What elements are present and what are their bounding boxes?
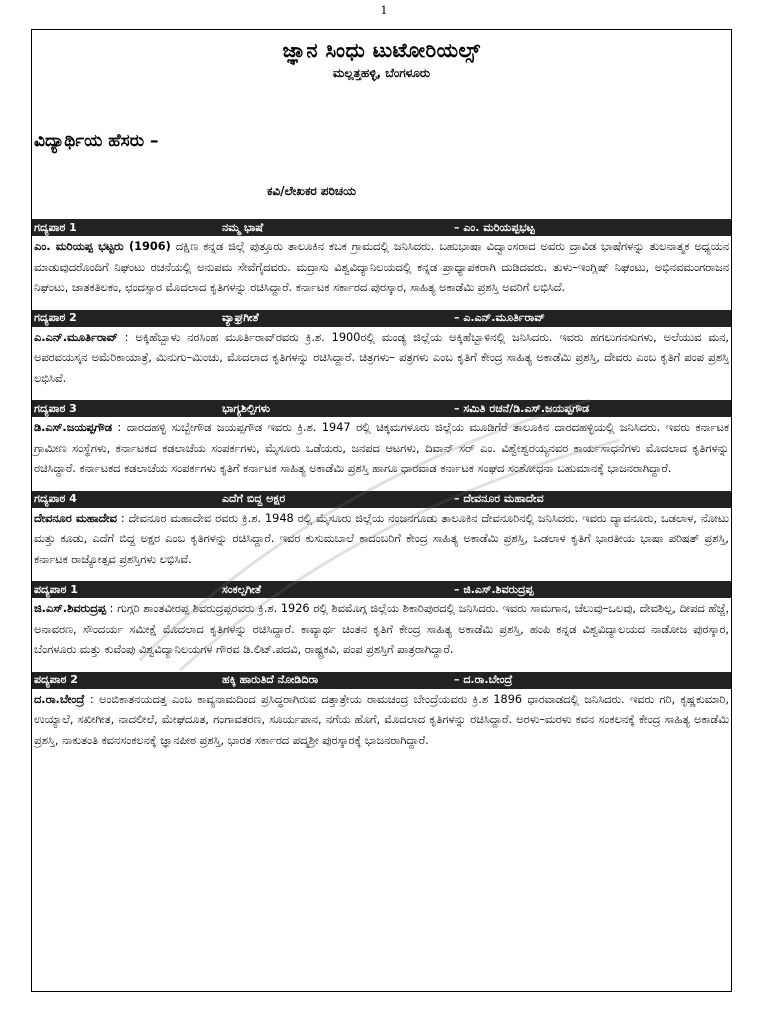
- author-bio: : ಗುಗ್ಗರಿ ಶಾಂತವೀರಪ್ಪ ಶಿವರುದ್ರಪ್ಪರವರು ಕ್ರಿ.ಶ. 1926 ರಲ್ಲಿ ಶಿವಮೊಗ್ಗ ಜಿಲ್ಲೆಯ ಶಿಕಾರಿಪುರದಲ್ಲಿ ಜನಿಸಿದರು. ಇವರು ಸಾಮಗಾನ, ಚೆಲುವು–ಒಲವು, ದೇವಶಿಲ್ಪ, ದೀಪದ ಹೆಜ್ಜೆ, ಅನಾವರಣ, ಸೌಂದರ್ಯ ಸಮೀಕ್ಷೆ ಮೊದಲಾದ ಕೃತಿಗಳನ್ನು ರಚಿಸಿದ್ದಾರೆ. ಕಾವ್ಯಾರ್ಥ ಚಿಂತನ ಕೃತಿಗೆ ಕೇಂದ್ರ ಸಾಹಿತ್ಯ ಅಕಾಡೆಮಿ ಪ್ರಶಸ್ತಿ, ಹಂಪಿ ಕನ್ನಡ ವಿಶ್ವವಿದ್ಯಾಲಯದ ನಾಡೋಜ ಪುರಸ್ಕಾರ, ಬೆಂಗಳೂರು ಮತ್ತು ಕುವೆಂಪು ವಿಶ್ವವಿದ್ಯಾನಿಲಯಗಳ ಗೌರವ ಡಿ.ಲಿಟ್.ಪದವಿ, ರಾಷ್ಟ್ರಕವಿ, ಪಂಪ ಪ್ರಶಸ್ತಿಗೆ ಪಾತ್ರರಾಗಿದ್ದಾರೆ.: [34, 602, 729, 656]
- lesson-body: [32, 237, 731, 299]
- document-header: [32, 30, 731, 81]
- lesson-author: – ಸಮಿತಿ ರಚನೆ/ಡಿ.ಎಸ್.ಜಯಪ್ಪಗೌಡ: [454, 401, 590, 415]
- lesson-block: [32, 219, 731, 299]
- lesson-title: ಸಂಕಲ್ಪಗೀತೆ: [222, 582, 262, 596]
- lesson-title: ಭಾಗ್ಯಶಿಲ್ಪಿಗಳು: [222, 401, 271, 415]
- section-heading: ಕವಿ/ಲೇಖಕರ ಪರಿಚಯ: [267, 184, 356, 198]
- lesson-header-bar: [32, 672, 731, 689]
- lesson-block: [32, 491, 731, 571]
- page-number: 1: [380, 4, 388, 17]
- lesson-block: [32, 310, 731, 390]
- lesson-type: ಪದ್ಯಪಾಠ 1: [34, 582, 78, 596]
- lesson-title: ನಮ್ಮ ಭಾಷೆ: [222, 220, 264, 234]
- lesson-body: [32, 599, 731, 661]
- lesson-author: – ದೇವನೂರ ಮಹಾದೇವ: [454, 492, 544, 505]
- lesson-author: – ದ.ರಾ.ಬೇಂದ್ರೆ: [454, 673, 513, 686]
- document-frame: [31, 29, 732, 992]
- lessons-list: [32, 219, 731, 751]
- author-name: ಎ.ಎನ್.ಮೂರ್ತಿರಾವ್: [34, 330, 118, 344]
- author-name: ಡಿ.ಎಸ್.ಜಯಪ್ಪಗೌಡ: [34, 421, 112, 434]
- author-bio: : ಅಂಬಿಕಾತನಯದತ್ತ ಎಂಬ ಕಾವ್ಯನಾಮದಿಂದ ಪ್ರಸಿದ್ಧರಾಗಿರುವ ದತ್ತಾತ್ರೇಯ ರಾಮಚಂದ್ರ ಬೇಂದ್ರೆಯವರು ಕ್ರಿ.ಶ 1896 ಧಾರವಾಡದಲ್ಲಿ ಜನಿಸಿದರು. ಇವರು ಗರಿ, ಕೃಷ್ಣಕುಮಾರಿ, ಉಯ್ಯಾಲೆ, ಸಖೀಗೀತ, ನಾದಲೀಲೆ, ಮೇಘದೂತ, ಗಂಗಾವತರಣ, ಸೂರ್ಯಪಾನ, ನಗೆಯ ಹೊಗೆ, ಮೊದಲಾದ ಕೃತಿಗಳನ್ನು ರಚಿಸಿದ್ದಾರೆ. ಅರಳು–ಮರಳು ಕವನ ಸಂಕಲನಕ್ಕೆ ಕೇಂದ್ರ ಸಾಹಿತ್ಯ ಅಕಾಡೆಮಿ ಪ್ರಶಸ್ತಿ, ನಾಕುತಂತಿ ಕವನಸಂಕಲನಕ್ಕೆ ಜ್ಞಾನಪೀಠ ಪ್ರಶಸ್ತಿ, ಭಾರತ ಸರ್ಕಾರದ ಪದ್ಮಶ್ರೀ ಪುರಸ್ಕಾರಕ್ಕೆ ಭಾಜನರಾಗಿದ್ದಾರೆ.: [34, 692, 729, 747]
- author-bio: ದಕ್ಷಿಣ ಕನ್ನಡ ಜಿಲ್ಲೆ ಪುತ್ತೂರು ತಾಲೂಕಿನ ಕಬಕ ಗ್ರಾಮದಲ್ಲಿ ಜನಿಸಿದರು. ಬಹುಭಾಷಾ ವಿದ್ವಾಂಸರಾದ ಅವರು ದ್ರಾವಿಡ ಭಾಷೆಗಳನ್ನು ತುಲನಾತ್ಮಕ ಅಧ್ಯಯನ ಮಾಡುವುದರೊಂದಿಗೆ ನಿಘಂಟು ರಚನೆಯಲ್ಲಿ ಅನುಪಮ ಸೇವೆಗೈದವರು. ಮದ್ರಾಸು ವಿಶ್ವವಿದ್ಯಾನಿಲಯದಲ್ಲಿ ಕನ್ನಡ ಪ್ರಾಧ್ಯಾಪಕರಾಗಿ ದುಡಿದವರು. ತುಳು–ಇಂಗ್ಲಿಷ್ ನಿಘಂಟು, ಅಭಿನವಮಂಗರಾಜನ ನಿಘಂಟು, ಜಾತಕತಿಲಕಂ, ಛಂದಸ್ಸಾರ ಮೊದಲಾದ ಕೃತಿಗಳನ್ನು ರಚಿಸಿದ್ದಾರೆ. ಕರ್ನಾಟಕ ಸರ್ಕಾರದ ಪುರಸ್ಕಾರ, ಸಾಹಿತ್ಯ ಅಕಾಡೆಮಿ ಪ್ರಶಸ್ತಿ ಅವರಿಗೆ ಲಭಿಸಿದೆ.: [34, 240, 730, 294]
- lesson-header-bar: [32, 400, 731, 417]
- lesson-author: – ಎ.ಎನ್.ಮೂರ್ತಿರಾವ್: [454, 311, 545, 324]
- lesson-author: – ಜಿ.ಎಸ್.ಶಿವರುದ್ರಪ್ಪ: [454, 582, 534, 596]
- author-bio: : ಅಕ್ಕಿಹೆಬ್ಬಾಳು ನರಸಿಂಹ ಮೂರ್ತಿರಾವ್‌ರವರು ಕ್ರಿ.ಶ. 1900ರಲ್ಲಿ ಮಂಡ್ಯ ಜಿಲ್ಲೆಯ ಅಕ್ಕಿಹೆಬ್ಬಾಳಿನಲ್ಲಿ ಜನಿಸಿದರು. ಇವರು ಹಗಲುಗನಸುಗಳು, ಅಲೆಯುವ ಮನ, ಅಪರವಯಸ್ಕನ ಅಮೆರಿಕಾಯಾತ್ರೆ, ಮಿನುಗು–ಮಿಂಚು, ಮೊದಲಾದ ಕೃತಿಗಳನ್ನು ರಚಿಸಿದ್ದಾರೆ. ಚಿತ್ರಗಳು– ಪತ್ರಗಳು ಎಂಬ ಕೃತಿಗೆ ಕೇಂದ್ರ ಸಾಹಿತ್ಯ ಅಕಾಡೆಮಿ ಪ್ರಶಸ್ತಿ, ದೇವರು ಎಂಬ ಕೃತಿಗೆ ಪಂಪ ಪ್ರಶಸ್ತಿ ಲಭಿಸಿವೆ.: [34, 330, 729, 385]
- lesson-type: ಗದ್ಯಪಾಠ 2: [34, 311, 77, 324]
- author-bio: : ದಾರದಹಳ್ಳಿ ಸುಬ್ಬೇಗೌಡ ಜಯಪ್ಪಗೌಡ ಇವರು ಕ್ರಿ.ಶ. 1947 ರಲ್ಲಿ ಚಿಕ್ಕಮಗಳೂರು ಜಿಲ್ಲೆಯ ಮೂಡಿಗೆರೆ ತಾಲೂಕಿನ ದಾರದಹಳ್ಳಿಯಲ್ಲಿ ಜನಿಸಿದರು. ಇವರು ಕರ್ನಾಟಕ ಗ್ರಾಮೀಣ ಸಂಸ್ಥೆಗಳು, ಕರ್ನಾಟಕದ ಕಡಲಾಚೆಯ ಸಂಪರ್ಕಗಳು, ಮೈಸೂರು ಒಡೆಯರು, ಜನಪದ ಆಟಗಳು, ದಿವಾನ್ ಸರ್ ಎಂ. ವಿಶ್ವೇಶ್ವರಯ್ಯನವರ ಕಾರ್ಯಸಾಧನೆಗಳು ಮೊದಲಾದ ಕೃತಿಗಳನ್ನು ರಚಿಸಿದ್ದಾರೆ. ಕರ್ನಾಟಕದ ಕಡಲಾಚೆಯ ಸಂಪರ್ಕಗಳು ಕೃತಿಗೆ ಕರ್ನಾಟಕ ಸಾಹಿತ್ಯ ಅಕಾಡೆಮಿ ಪ್ರಶಸ್ತಿ ಹಾಗೂ ಧಾರವಾಡ ಕರ್ನಾಟಕ ಸಂಘದ ಸಂಶೋಧನಾ ಬಹುಮಾನಕ್ಕೆ ಭಾಜನರಾಗಿದ್ದಾರೆ.: [34, 421, 729, 475]
- author-name: ಎಂ. ಮರಿಯಪ್ಪ ಭಟ್ಟರು (1906): [34, 240, 171, 253]
- lesson-header-bar: [32, 310, 731, 327]
- author-name: ದ.ರಾ.ಬೇಂದ್ರೆ: [34, 692, 85, 706]
- lesson-block: [32, 581, 731, 661]
- lesson-block: [32, 400, 731, 480]
- author-name: ದೇವನೂರ ಮಹಾದೇವ: [34, 511, 117, 525]
- lesson-block: [32, 672, 731, 752]
- lesson-type: ಪದ್ಯಪಾಠ 2: [34, 673, 78, 686]
- lesson-type: ಗದ್ಯಪಾಠ 4: [34, 492, 77, 505]
- institute-title: ಜ್ಞಾನ ಸಿಂಧು ಟುಟೋರಿಯಲ್ಸ್: [282, 38, 481, 62]
- lesson-body: [32, 509, 731, 571]
- lesson-header-bar: [32, 491, 731, 508]
- institute-location: ಮಲ್ಲತ್ತಹಳ್ಳಿ, ಬೆಂಗಳೂರು: [332, 66, 431, 80]
- lesson-header-bar: [32, 581, 731, 598]
- student-name-label: ವಿದ್ಯಾರ್ಥಿಯ ಹೆಸರು –: [34, 131, 159, 151]
- lesson-body: [32, 690, 731, 752]
- lesson-type: ಗದ್ಯಪಾಠ 1: [34, 220, 77, 234]
- lesson-body: [32, 328, 731, 390]
- lesson-header-bar: [32, 219, 731, 236]
- lesson-type: ಗದ್ಯಪಾಠ 3: [34, 401, 77, 415]
- author-bio: : ದೇವನೂರ ಮಹಾದೇವ ರವರು ಕ್ರಿ.ಶ. 1948 ರಲ್ಲಿ ಮೈಸೂರು ಜಿಲ್ಲೆಯ ನಂಜನಗೂಡು ತಾಲೂಕಿನ ದೇವನೂರಿನಲ್ಲಿ ಜನಿಸಿದರು. ಇವರು ದ್ಯಾವನೂರು, ಒಡಲಾಳ, ನೋಟು ಮತ್ತು ಕೂಡು, ಎದೆಗೆ ಬಿದ್ದ ಅಕ್ಷರ ಎಂಬ ಕೃತಿಗಳನ್ನು ರಚಿಸಿದ್ದಾರೆ. ಇವರ ಕುಸುಮಬಾಲೆ ಕಾದಂಬರಿಗೆ ಕೇಂದ್ರ ಸಾಹಿತ್ಯ ಅಕಾಡೆಮಿ ಪ್ರಶಸ್ತಿ, ಒಡಲಾಳ ಕೃತಿಗೆ ಭಾರತೀಯ ಭಾಷಾ ಪರಿಷತ್ ಪ್ರಶಸ್ತಿ, ಕರ್ನಾಟಕ ರಾಜ್ಯೋತ್ಸವ ಪ್ರಶಸ್ತಿಗಳು ಲಭಿಸಿವೆ.: [34, 511, 729, 566]
- lesson-body: [32, 418, 731, 480]
- author-name: ಜಿ.ಎಸ್.ಶಿವರುದ್ರಪ್ಪ: [34, 602, 107, 615]
- lesson-author: – ಎಂ. ಮರಿಯಪ್ಪಭಟ್ಟ: [454, 220, 535, 234]
- lesson-title: ಎದೆಗೆ ಬಿದ್ದ ಅಕ್ಷರ: [222, 492, 286, 505]
- lesson-title: ಹಕ್ಕಿ ಹಾರುತಿದೆ ನೋಡಿದಿರಾ: [222, 673, 319, 686]
- lesson-title: ವ್ಯಾಘ್ರಗೀತೆ: [222, 311, 259, 324]
